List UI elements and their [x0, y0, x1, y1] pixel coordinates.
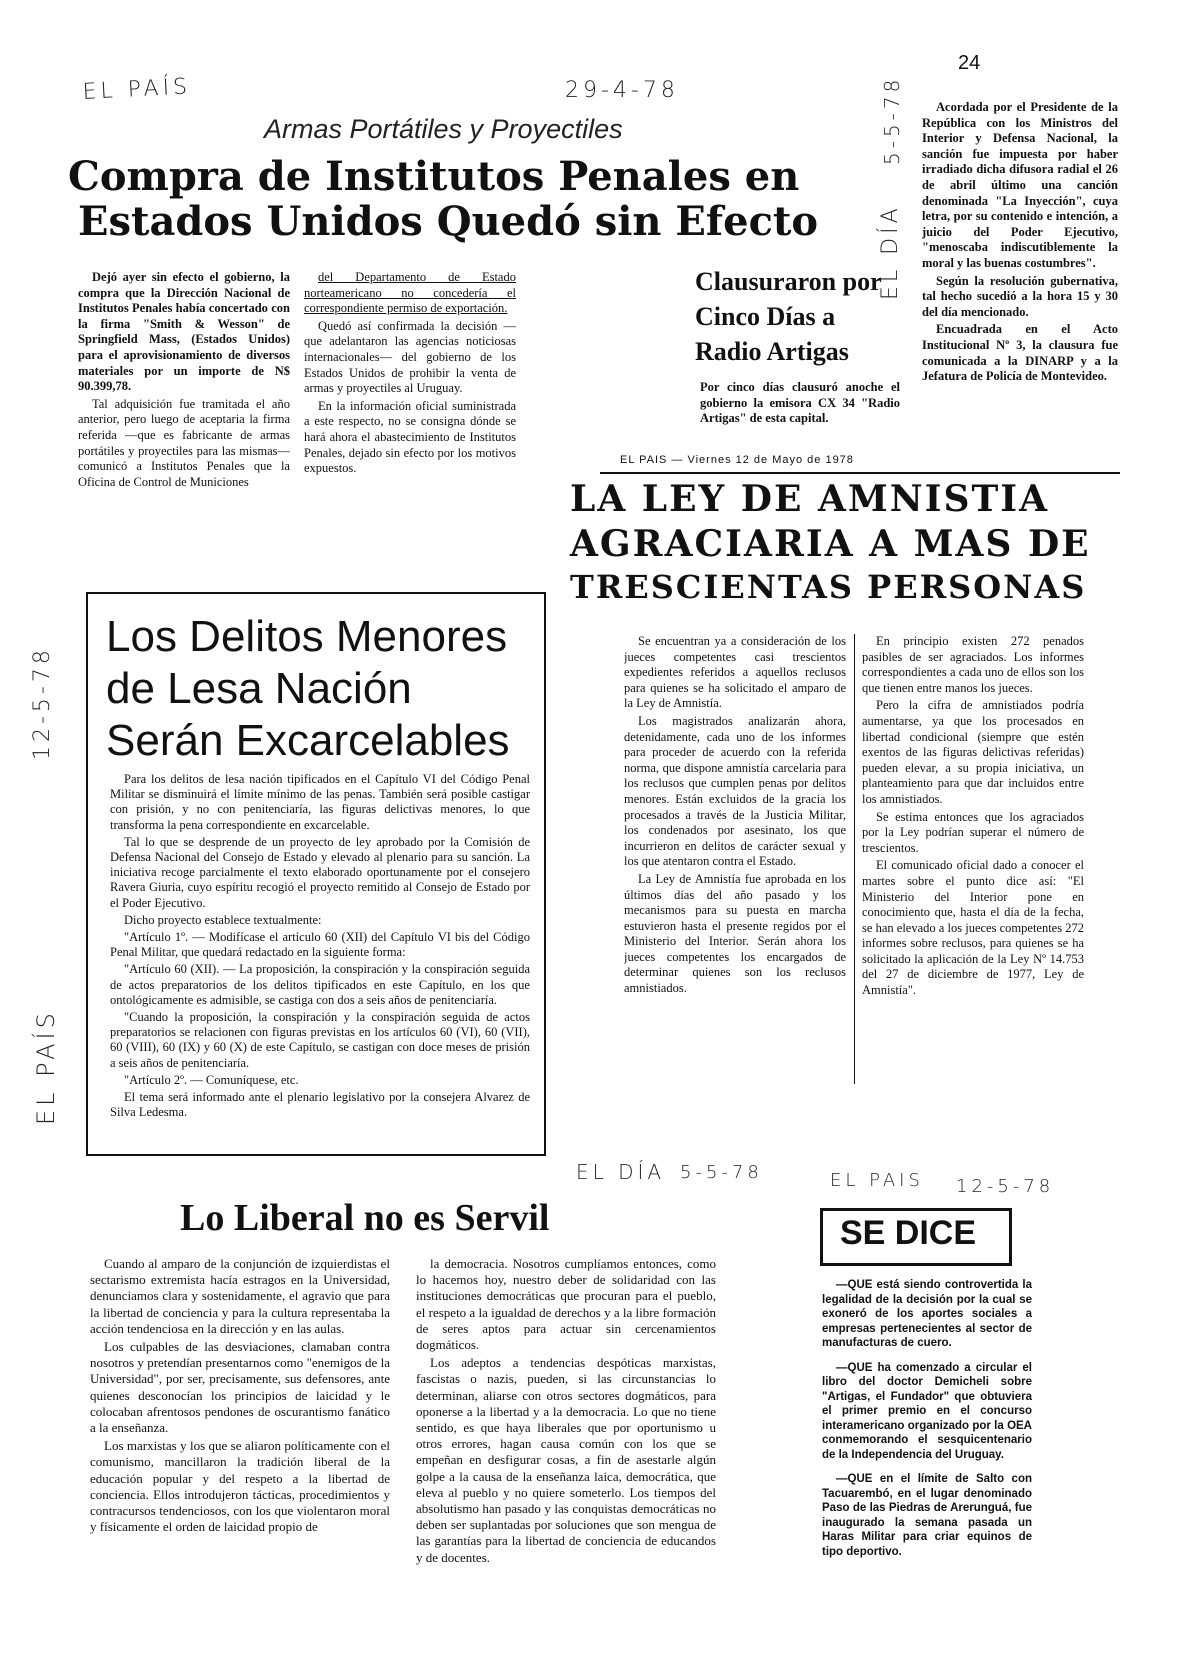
handwritten-el-pais-left: EL PAÍS — [32, 1009, 60, 1125]
article3-column-2 — [862, 634, 1084, 1079]
paragraph: Quedó así confirmada la decisión —que adelantaron las agencias noticiosas internacionales— del gobierno de los Estados Unidos de prohibir la venta de armas y proyectiles al Uruguay. — [304, 318, 516, 396]
handwritten-el-pais-top: EL PAÍS — [82, 74, 192, 105]
paragraph: Dicho proyecto establece textualmente: — [124, 912, 322, 927]
article3-dateline: EL PAIS — Viernes 12 de Mayo de 1978 — [620, 454, 854, 466]
article4-headline-line3: Serán Excarcelables — [106, 716, 510, 765]
article1-headline-line2: Estados Unidos Quedó sin Efecto — [78, 198, 819, 245]
paragraph: El tema será informado ante el plenario legislativo por la consejera Alvarez de Silva Ledesma. — [110, 1090, 530, 1120]
paragraph: Dejó ayer sin efecto el gobierno, la compra que la Dirección Nacional de Institutos Penales había concertado con la firma "Smith & Wesson" de Springfield Mass, (Estados Unidos) para el aprovisionamiento de diversos materiales por un importe de N$ 90.399,78. — [78, 270, 290, 394]
paragraph: Se encuentran ya a consideración de los jueces competentes casi trescientos expedientes referidos a aquellos reclusos para quienes se ha solicitado el amparo de la Ley de Amnistía. — [624, 634, 846, 711]
paragraph: Los marxistas y los que se aliaron políticamente con el comunismo, mancillaron la tradición liberal de la educación popular y del respeto a la libertad de conciencia. Ellos introdujeron tácticas, procedimientos y contracursos tendenciosos, con los que violentaron moral y físicamente el orden de laicidad propio de — [90, 1438, 390, 1535]
paragraph: Tal adquisición fue tramitada el año anterior, pero luego de aceptaria la firma referida —que es fabricante de armas portátiles y proyectiles para las mismas— comunicó a Institutos Penales que la Oficina de Control de Municiones — [78, 396, 290, 489]
paragraph: Encuadrada en el Acto Institucional Nº 3, la clausura fue comunicada a la DINARP y a la Jefatura de Policía de Montevideo. — [922, 322, 1118, 384]
article6-items — [822, 1278, 1032, 1648]
article2-headline-line2: Cinco Días a — [695, 302, 836, 331]
article2-headline-line3: Radio Artigas — [695, 337, 849, 366]
article1-kicker: Armas Portátiles y Proyectiles — [264, 114, 623, 144]
handwritten-date-bottom: 5-5-78 — [680, 1162, 763, 1183]
article5-column-1 — [90, 1256, 390, 1646]
handwritten-date-bottom-right: 12-5-78 — [956, 1176, 1055, 1197]
handwritten-date-side-top: 5-5-78 — [880, 75, 904, 165]
list-item: —QUE ha comenzado a circular el libro del doctor Demicheli sobre "Artigas, el Fundador" que obtuviera el primer premio en el concurso interamericano organizado por la OEA conmemorando el sesquicentenario de la Independencia del Uruguay. — [822, 1361, 1032, 1461]
paragraph: En la información oficial suministrada a este respecto, no se consigna dónde se hará ahora el abastecimiento de Institutos Penales, dejado sin efecto por los motivos expuestos. — [304, 398, 516, 476]
article5-headline: Lo Liberal no es Servil — [180, 1197, 550, 1239]
article3-headline-line1: LA LEY DE AMNISTIA — [570, 478, 1050, 520]
paragraph: Para los delitos de lesa nación tipificados en el Capítulo VI del Código Penal Militar se disminuirá el límite mínimo de las penas. También será posible castigar con prisión, y no con penitenciaría, las figuras delictivas menores, lo que transforma la pena correspondiente en excarcelable. — [110, 772, 530, 832]
paragraph: del Departamento de Estado norteamericano no concedería el correspondiente permiso de exportación. — [304, 270, 516, 316]
article4-headline-line1: Los Delitos Menores — [106, 612, 508, 661]
article3-headline-line2: AGRACIARIA A MAS DE — [570, 523, 1091, 565]
article4-headline-line2: de Lesa Nación — [106, 664, 412, 713]
paragraph: Tal lo que se desprende de un proyecto de ley aprobado por la Comisión de Defensa Nacional del Consejo de Estado y elevado al plenario para su sanción. La iniciativa recoge parcialmente el texto elaborado oportunamente por el consejero Ravera Giuria, cuyo espíritu recogió el proyecto remitido al Consejo de Estado por el Poder Ejecutivo. — [110, 834, 530, 910]
paragraph: En principio existen 272 penados pasibles de ser agraciados. Los informes correspondientes a cada uno de ellos son los que tienen entre manos los jueces. — [862, 634, 1084, 695]
paragraph: "Artículo 1º. — Modifícase el artículo 60 (XII) del Capítulo VI bis del Código Penal Militar, que quedará redactado en la siguiente forma: — [110, 930, 530, 960]
article6-headline: SE DICE — [840, 1214, 977, 1252]
article3-column-1 — [624, 634, 846, 1079]
article4-body — [110, 772, 530, 1148]
article2-headline-line1: Clausuraron por — [695, 267, 882, 296]
paragraph: "Artículo 2º. — Comuníquese, etc. — [124, 1072, 299, 1087]
divider — [600, 472, 1120, 474]
article1-column-1 — [78, 270, 290, 540]
article2-right-column — [922, 100, 1118, 450]
handwritten-el-pais-bottom-right: EL PAIS — [830, 1170, 924, 1191]
page-number: 24 — [958, 52, 981, 74]
paragraph: Los culpables de las desviaciones, clamaban contra nosotros y pretendían presentarnos como "enemigos de la Universidad", por ser, precisamente, sus defensores, ante quienes desconocían los principios de laicidad y le colocaban afrentosos pendones de oscurantismo fanático a la enseñanza. — [90, 1339, 390, 1436]
article1-column-2 — [304, 270, 516, 540]
article1-headline-line1: Compra de Institutos Penales en — [68, 153, 800, 200]
paragraph: La Ley de Amnistía fue aprobada en los últimos días del año pasado y los mecanismos para su puesta en marcha estuvieron hasta el presente regidos por el Ministerio del Interior. Serán ahora los jueces competentes los encargados de determinar quienes son los reclusos amnistiados. — [624, 871, 846, 996]
paragraph: "Cuando la proposición, la conspiración y la conspiración seguida de actos preparatorios se relacionen con figuras previstas en los artículos 60 (VI), 60 (VII), 60 (VIII), 60 (IX) y 60 (X) de este Capítulo, se castigan con doce meses de prisión a seis años de penitenciaría. — [110, 1010, 530, 1070]
paragraph: Los magistrados analizarán ahora, detenidamente, cada uno de los informes para proceder de acuerdo con la referida norma, que dispone amnistía carcelaria para los reclusos que cumplen penas por delitos menores. Están excluidos de la gracia los procesados a través de la Justicia Militar, los condenados por asesinato, los que incurrieron en delitos de carácter sexual y los que atentaron contra el Estado. — [624, 713, 846, 869]
paragraph: Se estima entonces que los agraciados por la Ley podrían superar el número de trescientos. — [862, 809, 1084, 855]
paragraph: Según la resolución gubernativa, tal hecho sucedió a la hora 15 y 30 del día mencionado. — [922, 273, 1118, 319]
paragraph: "Artículo 60 (XII). — La proposición, la conspiración y la conspiración seguida de actos preparatorios de los delitos tipificados en este Capítulo, en los que ontológicamente es admisible, se castiga con dos a seis años de penitenciaría. — [110, 962, 530, 1007]
article5-column-2 — [416, 1256, 716, 1646]
list-item: —QUE en el límite de Salto con Tacuarembó, en el lugar denominado Paso de las Piedras de Arerunguá, fue inaugurado la semana pasada un Haras Militar para criar equinos de tipo deportivo. — [822, 1473, 1032, 1558]
paragraph: la democracia. Nosotros cumplíamos entonces, como lo hacemos hoy, nuestro deber de solidaridad con las instituciones democráticas que procuran para el pueblo, el respeto a la igualdad de derechos y a la libre formación de seres aptos para actuar sin cercenamientos dogmáticos. — [416, 1256, 716, 1353]
article2-lead: Por cinco días clausuró anoche el gobierno la emisora CX 34 "Radio Artigas" de esta capital. — [700, 380, 900, 426]
list-item: —QUE está siendo controvertida la legalidad de la decisión por la cual se exoneró de los aportes sociales a empresas pertenecientes al sector de manufacturas de cuero. — [822, 1279, 1032, 1349]
handwritten-date-top: 29-4-78 — [565, 78, 679, 103]
handwritten-el-dia-side: EL DÍA — [878, 204, 903, 300]
handwritten-date-left: 12-5-78 — [30, 646, 55, 760]
paragraph: El comunicado oficial dado a conocer el martes sobre el punto dice así: "El Ministerio del Interior pone en conocimiento que, hasta el día de la fecha, se han elevado a los jueces competentes 272 informes sobre reclusos, para quienes se ha solicitado la aplicación de la Ley Nº 14.753 del 27 de diciembre de 1977, Ley de Amnistía". — [862, 858, 1084, 998]
paragraph: Cuando al amparo de la conjunción de izquierdistas el sectarismo extremista hacía estragos en la Universidad, denunciamos clara y sostenidamente, el agravio que para la libertad de conciencia y para la cultura representaba la acción tendenciosa en la dirección y en las aulas. — [90, 1256, 390, 1336]
paragraph: Los adeptos a tendencias despóticas marxistas, fascistas o nazis, pueden, si las circunstancias lo determinan, aliarse con otros sectores dogmáticos, para oponerse a la libertad y a la democracia. Lo que no tiene sentido, es que haya liberales que por oportunismo u otros errores, hagan causa común con los que se empeñan en desfigurar cosas, a fin de asestarle algún golpe a la causa de la enseñanza laica, democrática, que eleva al pueblo y no quiere someterlo. Los tiempos del absolutismo han pasado y las conquistas democráticas no deben ser suplantadas por soluciones que son mengua de las garantías para la libertad de conciencia de educandos y de docentes. — [416, 1355, 716, 1565]
article3-headline-line3: TRESCIENTAS PERSONAS — [570, 568, 1087, 606]
paragraph: Pero la cifra de amnistiados podría aumentarse, ya que los procesados en libertad condicional (siempre que estén exentos de las figuras delictivas referidas) pueden elevar, a su propia iniciativa, un planteamiento para que dar incluidos entre los amnistiados. — [862, 698, 1084, 806]
paragraph: Acordada por el Presidente de la República con los Ministros del Interior y Defensa Nacional, la sanción fue impuesta por haber irradiado dicha difusora radial el 26 de abril último una canción denominada "La Inyección", cuya letra, por su contenido e intención, a juicio del Poder Ejecutivo, "menoscaba indiscutiblemente la moral y las buenas costumbres". — [922, 100, 1118, 270]
column-divider — [854, 634, 855, 1084]
handwritten-el-dia-bottom: EL DÍA — [576, 1160, 666, 1184]
